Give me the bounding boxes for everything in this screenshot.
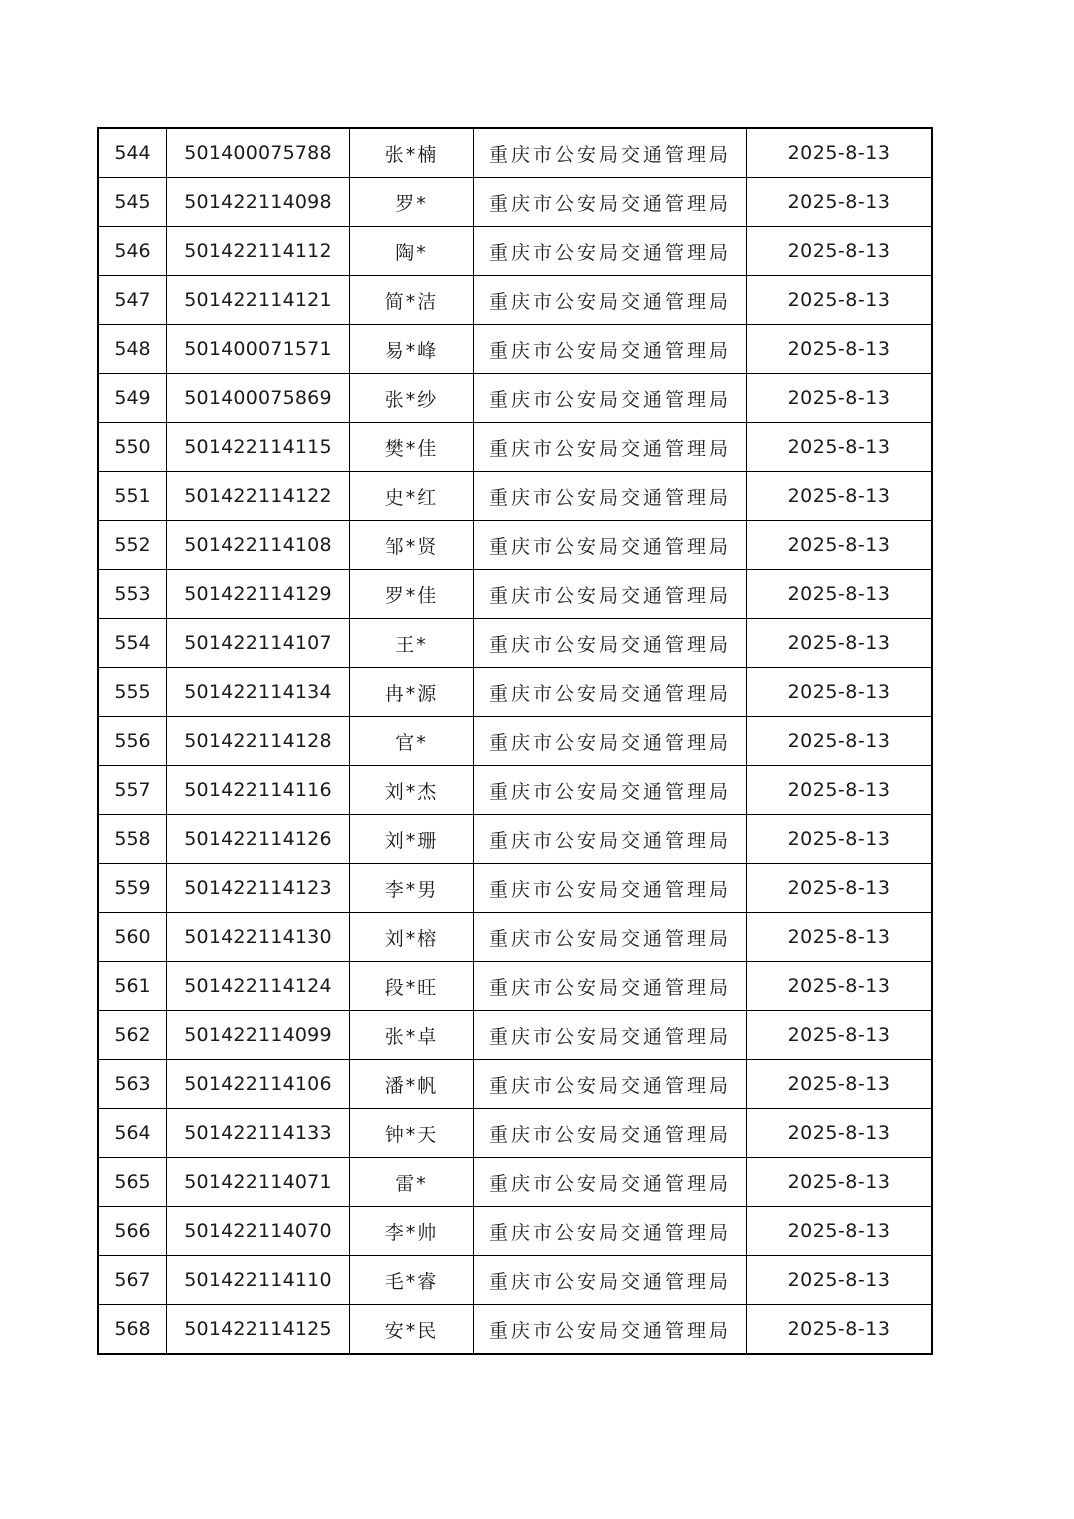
row-number-cell: 546 — [98, 227, 167, 276]
table-row — [98, 1207, 932, 1256]
row-number-cell: 563 — [98, 1060, 167, 1109]
record-id-cell: 501422114106 — [167, 1060, 350, 1109]
date-cell: 2025-8-13 — [747, 1256, 933, 1305]
issuing-office-cell: 重庆市公安局交通管理局 — [474, 178, 747, 227]
date-cell: 2025-8-13 — [747, 668, 933, 717]
record-id-cell: 501422114129 — [167, 570, 350, 619]
record-id-cell: 501422114128 — [167, 717, 350, 766]
row-number-cell: 558 — [98, 815, 167, 864]
issuing-office-cell: 重庆市公安局交通管理局 — [474, 962, 747, 1011]
person-name-cell: 刘*杰 — [350, 766, 474, 815]
issuing-office-cell: 重庆市公安局交通管理局 — [474, 864, 747, 913]
table-row — [98, 1256, 932, 1305]
row-number-cell: 562 — [98, 1011, 167, 1060]
table-row — [98, 913, 932, 962]
person-name-cell: 刘*榕 — [350, 913, 474, 962]
date-cell: 2025-8-13 — [747, 717, 933, 766]
person-name-cell: 安*民 — [350, 1305, 474, 1355]
issuing-office-cell: 重庆市公安局交通管理局 — [474, 668, 747, 717]
record-id-cell: 501422114126 — [167, 815, 350, 864]
issuing-office-cell: 重庆市公安局交通管理局 — [474, 1158, 747, 1207]
date-cell: 2025-8-13 — [747, 227, 933, 276]
person-name-cell: 刘*珊 — [350, 815, 474, 864]
table-row — [98, 864, 932, 913]
row-number-cell: 557 — [98, 766, 167, 815]
row-number-cell: 544 — [98, 128, 167, 178]
record-id-cell: 501422114070 — [167, 1207, 350, 1256]
table-row — [98, 1011, 932, 1060]
row-number-cell: 545 — [98, 178, 167, 227]
date-cell: 2025-8-13 — [747, 1060, 933, 1109]
issuing-office-cell: 重庆市公安局交通管理局 — [474, 276, 747, 325]
table-row — [98, 766, 932, 815]
row-number-cell: 568 — [98, 1305, 167, 1355]
person-name-cell: 李*男 — [350, 864, 474, 913]
person-name-cell: 冉*源 — [350, 668, 474, 717]
date-cell: 2025-8-13 — [747, 1158, 933, 1207]
person-name-cell: 张*纱 — [350, 374, 474, 423]
row-number-cell: 561 — [98, 962, 167, 1011]
record-id-cell: 501422114108 — [167, 521, 350, 570]
issuing-office-cell: 重庆市公安局交通管理局 — [474, 325, 747, 374]
row-number-cell: 565 — [98, 1158, 167, 1207]
person-name-cell: 李*帅 — [350, 1207, 474, 1256]
row-number-cell: 549 — [98, 374, 167, 423]
table-row — [98, 472, 932, 521]
issuing-office-cell: 重庆市公安局交通管理局 — [474, 423, 747, 472]
date-cell: 2025-8-13 — [747, 521, 933, 570]
record-id-cell: 501422114123 — [167, 864, 350, 913]
date-cell: 2025-8-13 — [747, 423, 933, 472]
person-name-cell: 段*旺 — [350, 962, 474, 1011]
row-number-cell: 552 — [98, 521, 167, 570]
person-name-cell: 张*卓 — [350, 1011, 474, 1060]
table-row — [98, 521, 932, 570]
row-number-cell: 560 — [98, 913, 167, 962]
date-cell: 2025-8-13 — [747, 374, 933, 423]
table-row — [98, 962, 932, 1011]
person-name-cell: 王* — [350, 619, 474, 668]
date-cell: 2025-8-13 — [747, 1109, 933, 1158]
issuing-office-cell: 重庆市公安局交通管理局 — [474, 1305, 747, 1355]
row-number-cell: 566 — [98, 1207, 167, 1256]
record-id-cell: 501422114110 — [167, 1256, 350, 1305]
record-id-cell: 501400075788 — [167, 128, 350, 178]
person-name-cell: 官* — [350, 717, 474, 766]
date-cell: 2025-8-13 — [747, 325, 933, 374]
table-row — [98, 815, 932, 864]
date-cell: 2025-8-13 — [747, 815, 933, 864]
date-cell: 2025-8-13 — [747, 276, 933, 325]
record-table-body — [98, 128, 932, 1354]
table-row — [98, 1060, 932, 1109]
record-id-cell: 501422114133 — [167, 1109, 350, 1158]
record-id-cell: 501400071571 — [167, 325, 350, 374]
issuing-office-cell: 重庆市公安局交通管理局 — [474, 766, 747, 815]
row-number-cell: 554 — [98, 619, 167, 668]
person-name-cell: 潘*帆 — [350, 1060, 474, 1109]
row-number-cell: 567 — [98, 1256, 167, 1305]
record-id-cell: 501400075869 — [167, 374, 350, 423]
person-name-cell: 张*楠 — [350, 128, 474, 178]
person-name-cell: 邹*贤 — [350, 521, 474, 570]
date-cell: 2025-8-13 — [747, 1011, 933, 1060]
person-name-cell: 毛*睿 — [350, 1256, 474, 1305]
row-number-cell: 550 — [98, 423, 167, 472]
table-row — [98, 570, 932, 619]
person-name-cell: 钟*天 — [350, 1109, 474, 1158]
table-row — [98, 276, 932, 325]
record-id-cell: 501422114130 — [167, 913, 350, 962]
record-id-cell: 501422114124 — [167, 962, 350, 1011]
date-cell: 2025-8-13 — [747, 570, 933, 619]
date-cell: 2025-8-13 — [747, 1207, 933, 1256]
record-id-cell: 501422114115 — [167, 423, 350, 472]
record-id-cell: 501422114125 — [167, 1305, 350, 1355]
table-row — [98, 178, 932, 227]
table-row — [98, 1305, 932, 1355]
date-cell: 2025-8-13 — [747, 864, 933, 913]
issuing-office-cell: 重庆市公安局交通管理局 — [474, 128, 747, 178]
row-number-cell: 547 — [98, 276, 167, 325]
person-name-cell: 史*红 — [350, 472, 474, 521]
person-name-cell: 简*洁 — [350, 276, 474, 325]
record-id-cell: 501422114071 — [167, 1158, 350, 1207]
issuing-office-cell: 重庆市公安局交通管理局 — [474, 1011, 747, 1060]
record-id-cell: 501422114122 — [167, 472, 350, 521]
row-number-cell: 553 — [98, 570, 167, 619]
row-number-cell: 564 — [98, 1109, 167, 1158]
issuing-office-cell: 重庆市公安局交通管理局 — [474, 1207, 747, 1256]
table-row — [98, 227, 932, 276]
person-name-cell: 樊*佳 — [350, 423, 474, 472]
row-number-cell: 556 — [98, 717, 167, 766]
record-id-cell: 501422114134 — [167, 668, 350, 717]
date-cell: 2025-8-13 — [747, 619, 933, 668]
date-cell: 2025-8-13 — [747, 128, 933, 178]
row-number-cell: 559 — [98, 864, 167, 913]
record-id-cell: 501422114116 — [167, 766, 350, 815]
date-cell: 2025-8-13 — [747, 1305, 933, 1355]
issuing-office-cell: 重庆市公安局交通管理局 — [474, 227, 747, 276]
issuing-office-cell: 重庆市公安局交通管理局 — [474, 1256, 747, 1305]
issuing-office-cell: 重庆市公安局交通管理局 — [474, 570, 747, 619]
table-row — [98, 619, 932, 668]
issuing-office-cell: 重庆市公安局交通管理局 — [474, 717, 747, 766]
person-name-cell: 罗*佳 — [350, 570, 474, 619]
record-id-cell: 501422114098 — [167, 178, 350, 227]
record-id-cell: 501422114121 — [167, 276, 350, 325]
row-number-cell: 551 — [98, 472, 167, 521]
table-row — [98, 1109, 932, 1158]
person-name-cell: 易*峰 — [350, 325, 474, 374]
date-cell: 2025-8-13 — [747, 962, 933, 1011]
issuing-office-cell: 重庆市公安局交通管理局 — [474, 1060, 747, 1109]
date-cell: 2025-8-13 — [747, 913, 933, 962]
table-row — [98, 717, 932, 766]
issuing-office-cell: 重庆市公安局交通管理局 — [474, 1109, 747, 1158]
table-row — [98, 374, 932, 423]
issuing-office-cell: 重庆市公安局交通管理局 — [474, 619, 747, 668]
date-cell: 2025-8-13 — [747, 766, 933, 815]
date-cell: 2025-8-13 — [747, 178, 933, 227]
table-row — [98, 325, 932, 374]
issuing-office-cell: 重庆市公安局交通管理局 — [474, 521, 747, 570]
record-table — [97, 127, 933, 1355]
row-number-cell: 555 — [98, 668, 167, 717]
date-cell: 2025-8-13 — [747, 472, 933, 521]
issuing-office-cell: 重庆市公安局交通管理局 — [474, 913, 747, 962]
table-row — [98, 128, 932, 178]
row-number-cell: 548 — [98, 325, 167, 374]
issuing-office-cell: 重庆市公安局交通管理局 — [474, 815, 747, 864]
record-id-cell: 501422114099 — [167, 1011, 350, 1060]
person-name-cell: 罗* — [350, 178, 474, 227]
record-id-cell: 501422114107 — [167, 619, 350, 668]
table-row — [98, 1158, 932, 1207]
issuing-office-cell: 重庆市公安局交通管理局 — [474, 472, 747, 521]
table-row — [98, 423, 932, 472]
person-name-cell: 陶* — [350, 227, 474, 276]
table-row — [98, 668, 932, 717]
person-name-cell: 雷* — [350, 1158, 474, 1207]
issuing-office-cell: 重庆市公安局交通管理局 — [474, 374, 747, 423]
record-id-cell: 501422114112 — [167, 227, 350, 276]
